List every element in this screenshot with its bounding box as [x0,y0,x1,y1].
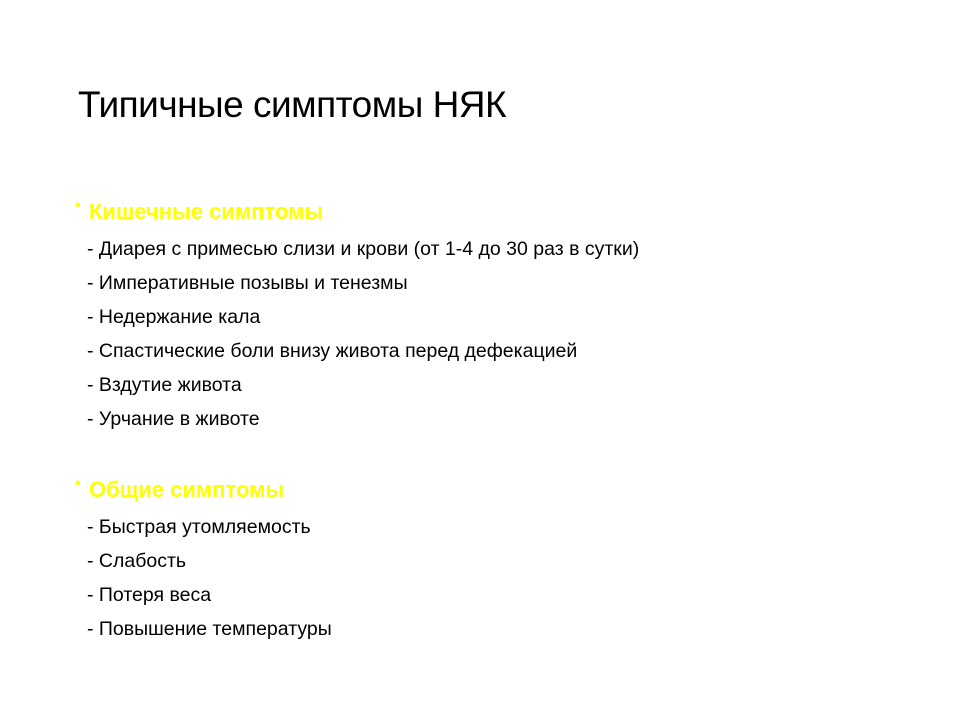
list-item: - Быстрая утомляемость [87,516,311,538]
section-heading [75,196,639,228]
list-item: - Урчание в животе [87,408,260,430]
list-item: - Потеря веса [87,584,212,606]
symptom-list [75,232,639,436]
list-item: - Императивные позывы и тенезмы [87,272,408,294]
list-item: - Диарея с примесью слизи и крови (от 1-4 до 30 раз в сутки) [87,238,640,260]
list-item: - Спастические боли внизу живота перед дефекацией [87,340,578,362]
list-item: - Слабость [87,550,187,572]
list-item: - Недержание кала [87,306,261,328]
list-item: - Вздутие живота [87,374,242,396]
section-intestinal-symptoms [75,196,639,436]
section-general-symptoms [75,474,332,646]
symptom-list [75,510,332,646]
section-heading-text: Кишечные симптомы [89,199,324,224]
section-heading-text: Общие симптомы [89,477,285,502]
list-item: - Повышение температуры [87,618,332,640]
section-heading [75,474,332,506]
slide-title: Типичные симптомы НЯК [78,84,507,125]
bullet-icon: • [75,197,81,214]
bullet-icon: • [75,475,81,492]
